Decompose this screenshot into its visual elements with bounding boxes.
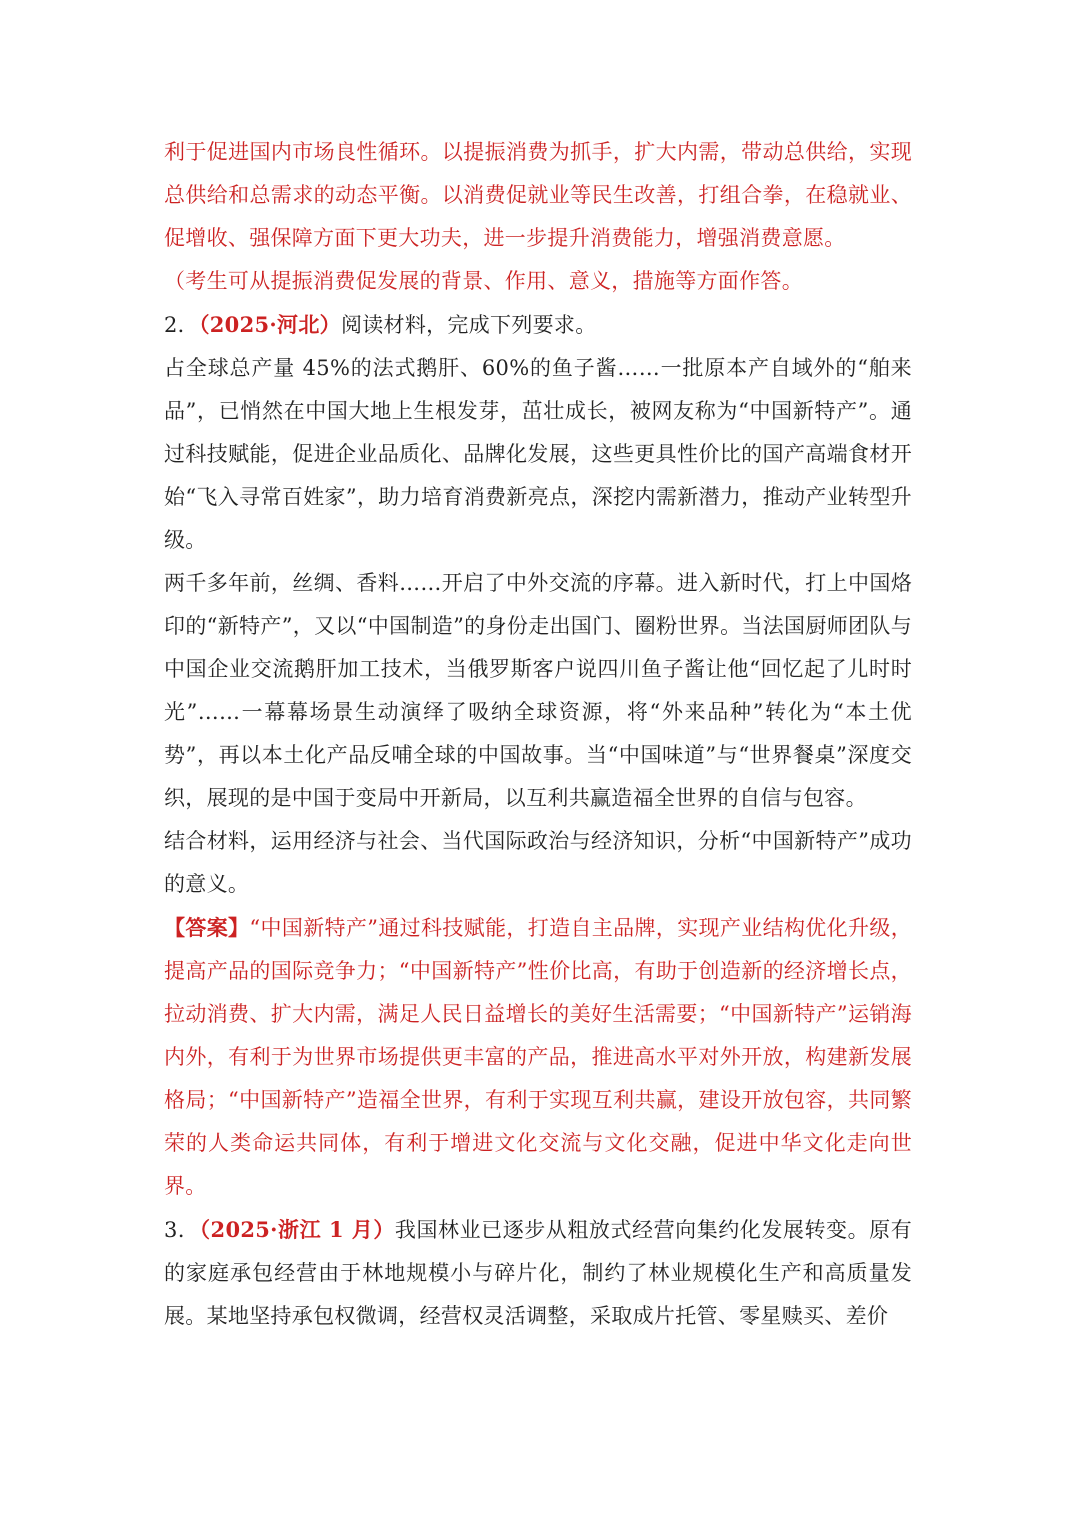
question-3-number: 3． xyxy=(164,1218,200,1242)
question-2-answer-text: “中国新特产”通过科技赋能，打造自主品牌，实现产业结构优化升级，提高产品的国际竞争力；“中国新特产”性价比高，有助于创造新的经济增长点，拉动消费、扩大内需，满足人民日益增长的美好生活需要；“中国新特产”运销海内外，有利于为世界市场提供更丰富的产品，推进高水平对外开放，构建新发展格局；“中国新特产”造福全世界，有利于实现互利共赢，建设开放包容，共同繁荣的人类命运共同体，有利于增进文化交流与文化交融，促进中华文化走向世界。 xyxy=(164,916,912,1198)
document-page xyxy=(164,131,912,1338)
question-2-header xyxy=(164,303,912,347)
question-2-task: 结合材料，运用经济与社会、当代国际政治与经济知识，分析“中国新特产”成功的意义。 xyxy=(164,829,912,896)
question-3-text: 我国林业已逐步从粗放式经营向集约化发展转变。原有的家庭承包经营由于林地规模小与碎片化，制约了林业规模化生产和高质量发展。某地坚持承包权微调，经营权灵活调整，采取成片托管、零星赎买、差价 xyxy=(164,1218,912,1328)
question-2-source-tag: （2025·河北） xyxy=(198,312,341,337)
previous-answer-note: （考生可从提振消费促发展的背景、作用、意义，措施等方面作答。 xyxy=(164,269,803,293)
question-2-number: 2． xyxy=(164,313,199,337)
previous-answer-body: 利于促进国内市场良性循环。以提振消费为抓手，扩大内需，带动总供给，实现总供给和总需求的动态平衡。以消费促就业等民生改善，打组合拳，在稳就业、促增收、强保障方面下更大功夫，进一步提升消费能力，增强消费意愿。 xyxy=(164,140,912,250)
question-2-material-paragraph-2: 两千多年前，丝绸、香料……开启了中外交流的序幕。进入新时代，打上中国烙印的“新特产”，又以“中国制造”的身份走出国门、圈粉世界。当法国厨师团队与中国企业交流鹅肝加工技术，当俄罗斯客户说四川鱼子酱让他“回忆起了儿时时光”……一幕幕场景生动演绎了吸纳全球资源，将“外来品种”转化为“本土优势”，再以本土化产品反哺全球的中国故事。当“中国味道”与“世界餐桌”深度交织，展现的是中国于变局中开新局，以互利共赢造福全世界的自信与包容。 xyxy=(164,571,912,810)
question-3-source-tag: （2025·浙江 1 月） xyxy=(199,1217,395,1242)
question-2-intro: 阅读材料，完成下列要求。 xyxy=(340,313,597,337)
question-2-answer xyxy=(164,906,912,1208)
answer-tag: 【答案】 xyxy=(164,915,250,940)
question-3 xyxy=(164,1208,912,1338)
previous-answer-text xyxy=(164,131,912,303)
question-2-material-paragraph-1: 占全球总产量 45%的法式鹅肝、60%的鱼子酱……一批原本产自域外的“舶来品”，已悄然在中国大地上生根发芽，茁壮成长，被网友称为“中国新特产”。通过科技赋能，促进企业品质化、品牌化发展，这些更具性价比的国产高端食材开始“飞入寻常百姓家”，助力培育消费新亮点，深挖内需新潜力，推动产业转型升级。 xyxy=(164,356,912,552)
